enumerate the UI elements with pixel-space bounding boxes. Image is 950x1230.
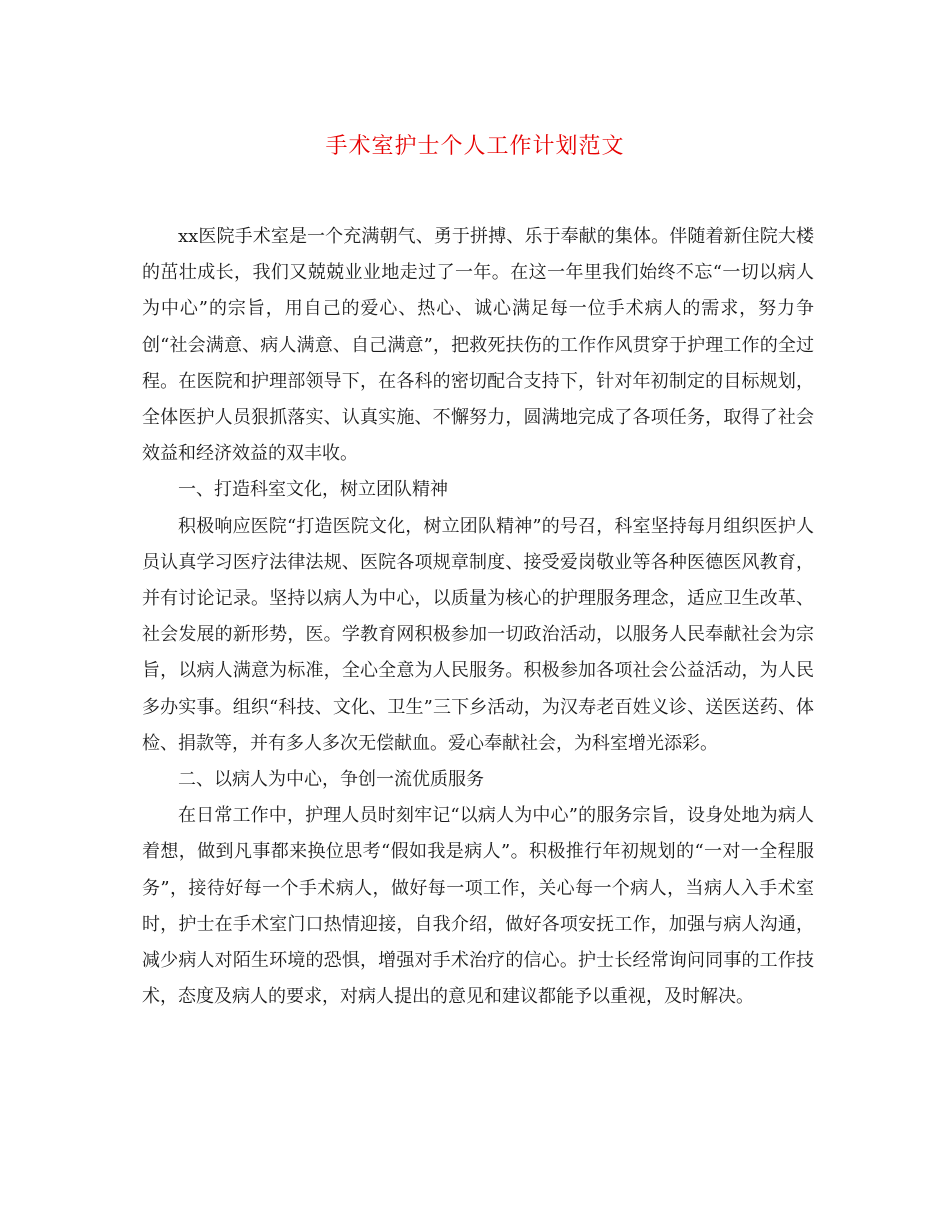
paragraph-section-1: 积极响应医院“打造医院文化，树立团队精神”的号召，科室坚持每月组织医护人员认真学习医疗法律法规、医院各项规章制度、接受爱岗敬业等各种医德医风教育，并有讨论记录。坚持以病人为中心，以质量为核心的护理服务理念，适应卫生改革、社会发展的新形势，医。学教育网积极参加一切政治活动，以服务人民奉献社会为宗旨，以病人满意为标准，全心全意为人民服务。积极参加各项社会公益活动，为人民多办实事。组织“科技、文化、卫生”三下乡活动，为汉寿老百姓义诊、送医送药、体检、捐款等，并有多人多次无偿献血。爱心奉献社会，为科室增光添彩。: [142, 515, 814, 754]
document-body: [142, 219, 814, 1015]
document-title: 手术室护士个人工作计划范文: [325, 134, 625, 159]
paragraph-intro: xx医院手术室是一个充满朝气、勇于拼搏、乐于奉献的集体。伴随着新住院大楼的茁壮成长，我们又兢兢业业地走过了一年。在这一年里我们始终不忘“一切以病人为中心”的宗旨，用自己的爱心、热心、诚心满足每一位手术病人的需求，努力争创“社会满意、病人满意、自己满意”，把救死扶伤的工作作风贯穿于护理工作的全过程。在医院和护理部领导下，在各科的密切配合支持下，针对年初制定的目标规划，全体医护人员狠抓落实、认真实施、不懈努力，圆满地完成了各项任务，取得了社会效益和经济效益的双丰收。: [142, 226, 814, 465]
section-heading-1: 一、打造科室文化，树立团队精神: [178, 479, 448, 501]
section-heading-2: 二、以病人为中心，争创一流优质服务: [178, 769, 484, 791]
paragraph-section-2: 在日常工作中，护理人员时刻牢记“以病人为中心”的服务宗旨，设身处地为病人着想，做到凡事都来换位思考“假如我是病人”。积极推行年初规划的“一对一全程服务”，接待好每一个手术病人，做好每一项工作，关心每一个病人，当病人入手术室时，护士在手术室门口热情迎接，自我介绍，做好各项安抚工作，加强与病人沟通，减少病人对陌生环境的恐惧，增强对手术治疗的信心。护士长经常询问同事的工作技术，态度及病人的要求，对病人提出的意见和建议都能予以重视，及时解决。: [142, 805, 814, 1008]
